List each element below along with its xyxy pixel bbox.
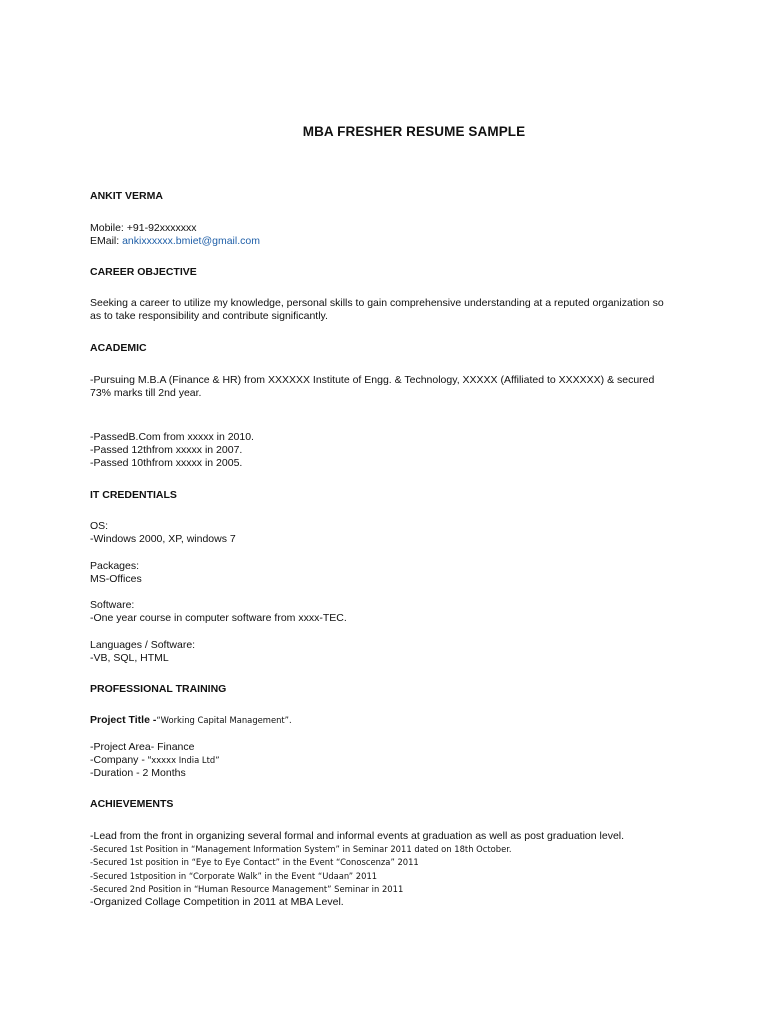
languages-block — [90, 639, 690, 665]
training-detail-company: -Company - “xxxxx India Ltd” — [90, 754, 220, 767]
software-value: -One year course in computer software from xxxx-TEC. — [90, 612, 347, 625]
document-title: MBA FRESHER RESUME SAMPLE — [302, 124, 526, 139]
career-objective-heading: CAREER OBJECTIVE — [90, 266, 197, 278]
project-title-value: “Working Capital Management”. — [156, 715, 292, 725]
professional-training-heading: PROFESSIONAL TRAINING — [90, 683, 227, 695]
academic-heading: ACADEMIC — [90, 342, 147, 354]
project-title-line — [90, 714, 690, 727]
os-value: -Windows 2000, XP, windows 7 — [90, 533, 236, 546]
contact-block — [90, 222, 690, 248]
achievement-item: -Secured 1st position in “Eye to Eye Contact” in the Event “Conoscenza” 2011 — [90, 857, 419, 868]
training-detail: -Project Area- Finance — [90, 741, 195, 753]
academic-item: -Passed 10thfrom xxxxx in 2005. — [90, 457, 243, 470]
packages-value: MS-Offices — [90, 573, 142, 586]
email-label: EMail: — [90, 235, 123, 248]
candidate-name: ANKIT VERMA — [90, 190, 163, 202]
achievement-item: -Lead from the front in organizing several formal and informal events at graduation as well as post graduation level. — [90, 830, 625, 842]
achievement-item: -Secured 1st Position in “Management Information System” in Seminar 2011 dated on 18th October. — [90, 844, 512, 855]
software-label: Software: — [90, 599, 135, 611]
software-block — [90, 599, 690, 625]
training-details — [90, 741, 690, 781]
languages-value: -VB, SQL, HTML — [90, 652, 169, 665]
academic-item: -PassedB.Com from xxxxx in 2010. — [90, 431, 254, 443]
achievement-item: -Secured 1stposition in “Corporate Walk” in the Event “Udaan” 2011 — [90, 870, 378, 881]
mobile-number: +91-92xxxxxxx — [126, 222, 197, 234]
academic-list — [90, 431, 690, 471]
achievement-item: -Organized Collage Competition in 2011 at MBA Level. — [90, 896, 344, 909]
it-credentials-heading: IT CREDENTIALS — [90, 489, 177, 501]
packages-block — [90, 560, 690, 586]
email-link[interactable]: ankixxxxxx.bmiet@gmail.com — [122, 235, 260, 248]
mobile-label: Mobile: — [90, 222, 127, 234]
mobile-line — [90, 222, 690, 235]
academic-item: -Passed 12thfrom xxxxx in 2007. — [90, 444, 243, 457]
achievements-heading: ACHIEVEMENTS — [90, 798, 174, 810]
achievements-list — [90, 830, 690, 909]
achievement-item: -Secured 2nd Position in “Human Resource Management” Seminar in 2011 — [90, 883, 404, 894]
os-label: OS: — [90, 520, 109, 532]
os-block — [90, 520, 690, 546]
packages-label: Packages: — [90, 560, 140, 572]
company-name: xxxxx India Ltd” — [151, 755, 220, 766]
email-line — [90, 235, 690, 248]
training-detail: -Duration - 2 Months — [90, 767, 186, 780]
academic-mba: -Pursuing M.B.A (Finance & HR) from XXXXXX Institute of Engg. & Technology, XXXXX (Affiliated to XXXXXX) & secured 73% marks till 2nd year. — [90, 374, 655, 400]
career-objective-text: Seeking a career to utilize my knowledge, personal skills to gain comprehensive understanding at a reputed organization so as to take responsibility and contribute significantly. — [90, 297, 664, 323]
languages-label: Languages / Software: — [90, 639, 196, 651]
project-title-label: Project Title - — [90, 714, 157, 726]
